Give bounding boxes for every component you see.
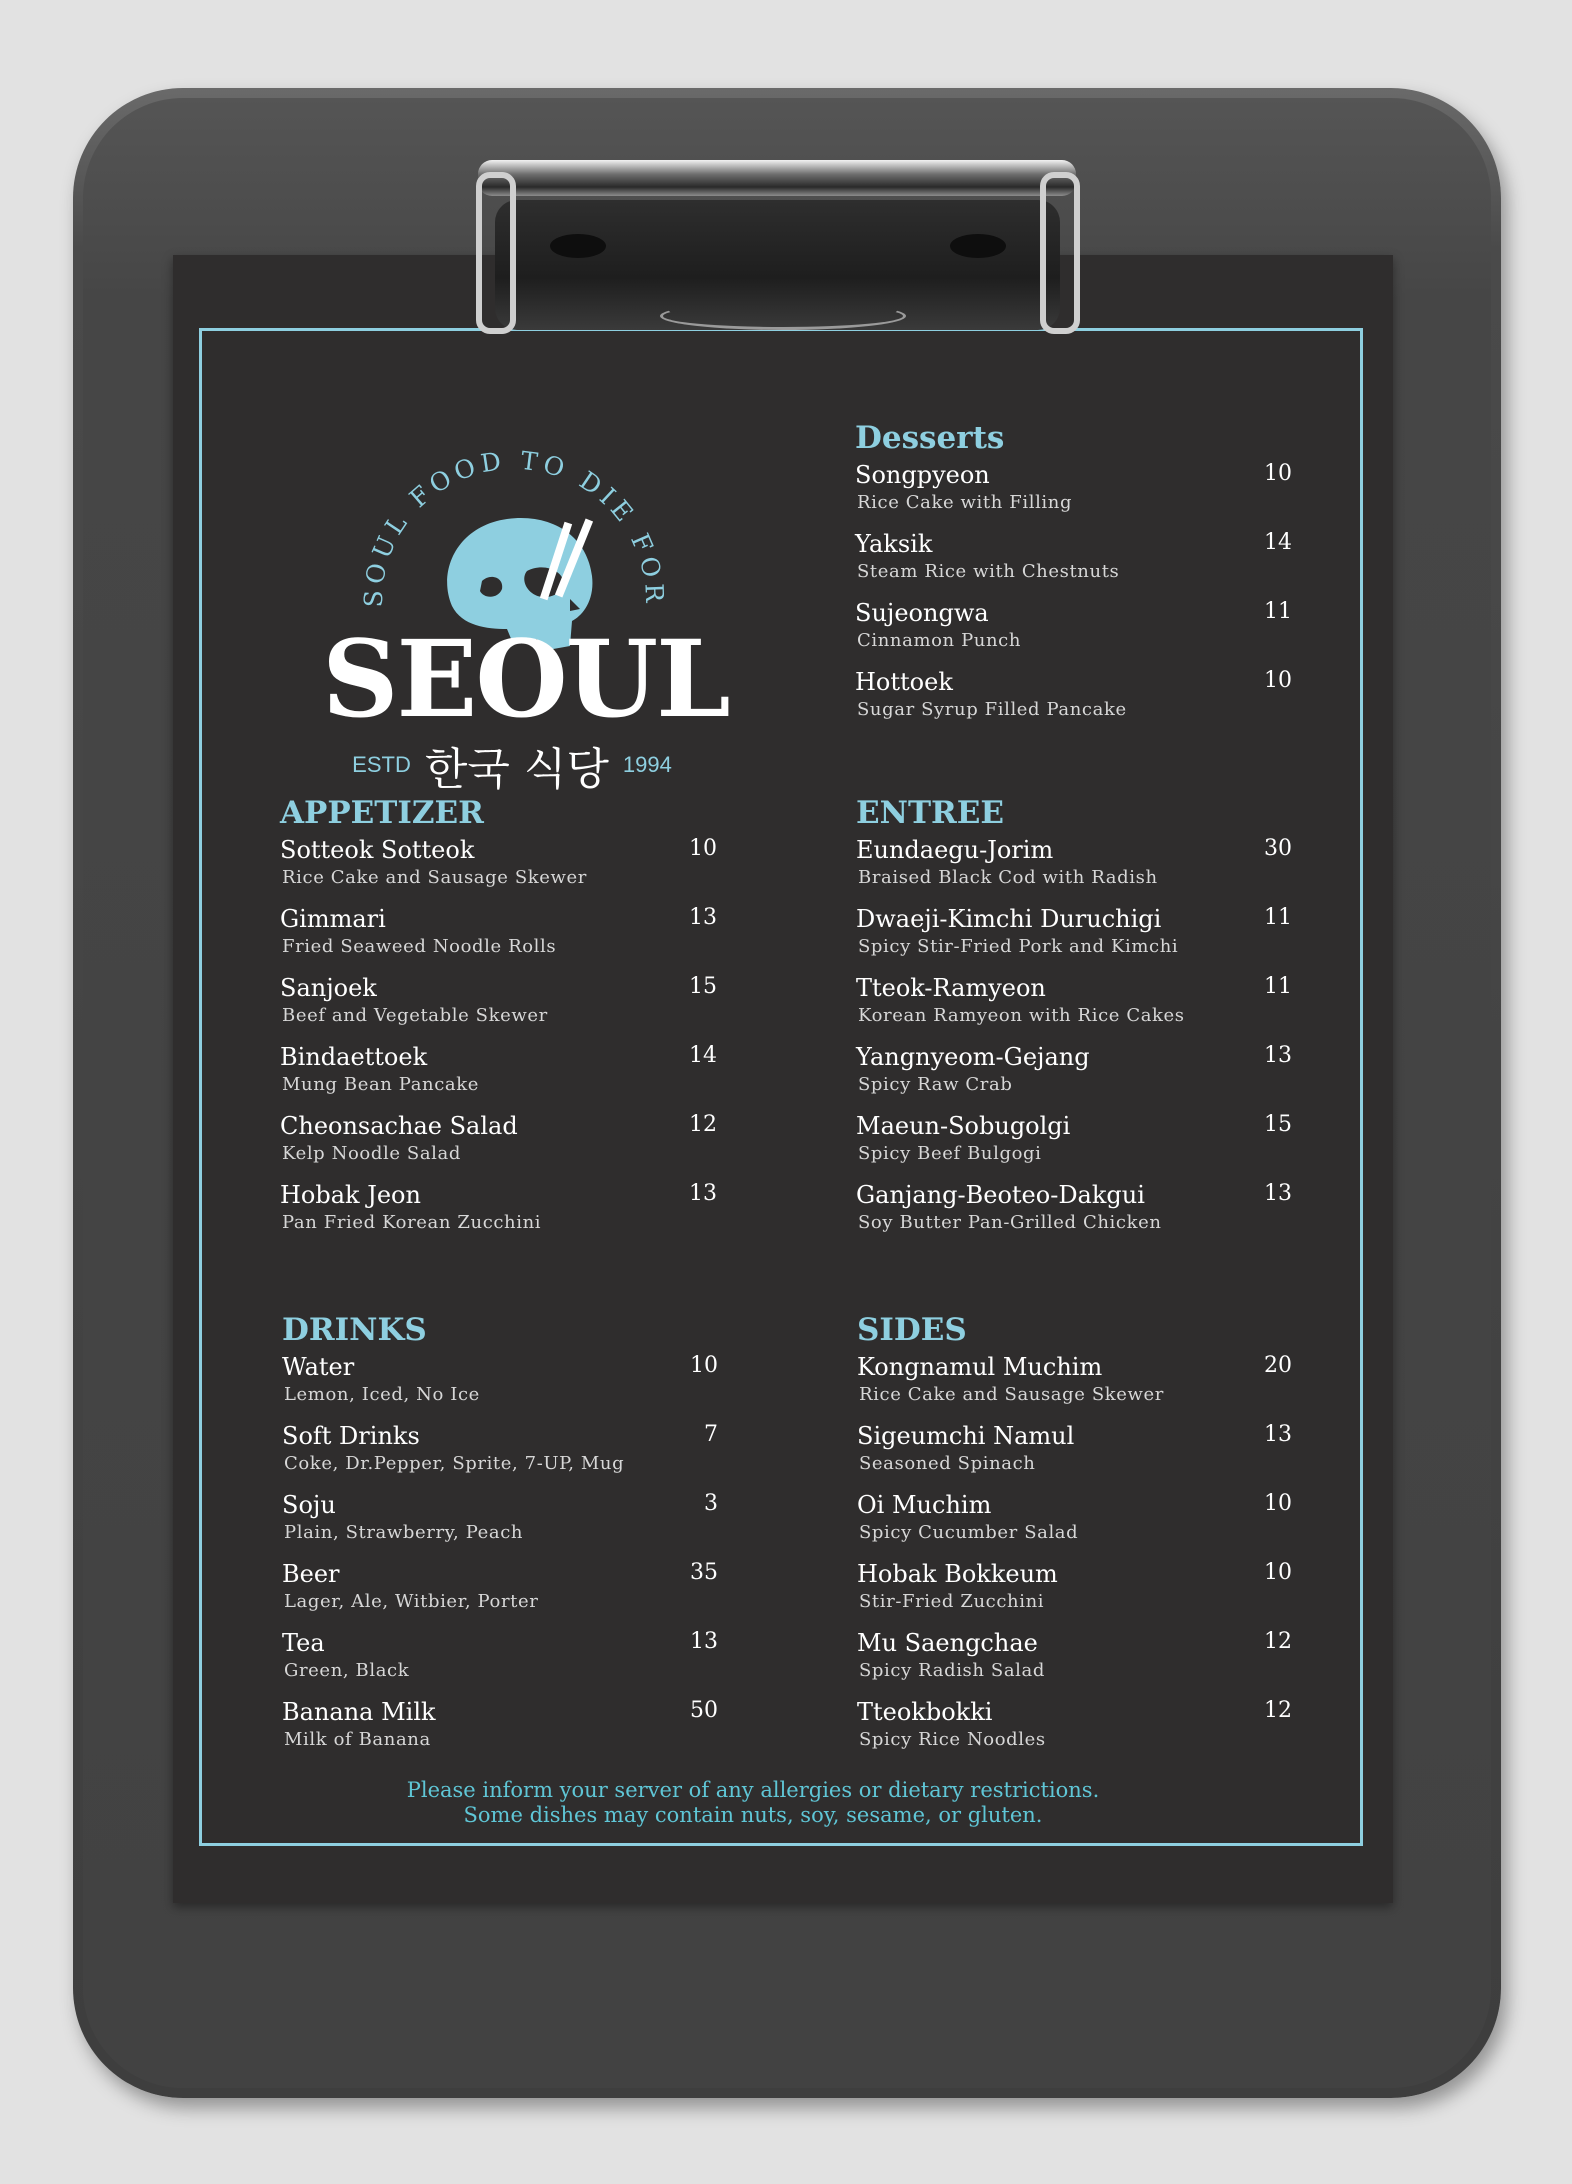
menu-item [282,1422,718,1491]
menu-item-description: Cinnamon Punch [857,630,1022,652]
menu-item-price: 12 [1264,1629,1292,1655]
logo-wordmark: SEOUL [322,616,729,741]
allergy-notice-line2: Some dishes may contain nuts, soy, sesame, or gluten. [463,1803,1043,1828]
menu-item-price: 13 [1264,1181,1292,1207]
menu-item-price: 30 [1264,836,1292,862]
menu-item-description: Kelp Noodle Salad [282,1143,461,1165]
menu-item-name: Eundaegu-Jorim [856,836,1054,865]
menu-item-name: Soft Drinks [282,1422,420,1451]
menu-item [857,1629,1292,1698]
menu-item-name: Kongnamul Muchim [857,1353,1103,1382]
menu-item-price: 11 [1264,599,1292,625]
menu-item [855,599,1292,668]
section-appetizer [280,796,717,1250]
menu-item-price: 10 [1264,668,1292,694]
menu-item-description: Fried Seaweed Noodle Rolls [282,936,557,958]
menu-item-description: Spicy Cucumber Salad [859,1522,1079,1544]
menu-item [280,1112,717,1181]
menu-item-description: Pan Fried Korean Zucchini [282,1212,542,1234]
section-drinks [282,1313,718,1767]
menu-item-price: 35 [690,1560,718,1586]
menu-item-name: Sanjoek [280,974,377,1003]
menu-item [856,836,1292,905]
menu-item-name: Tteok-Ramyeon [856,974,1046,1003]
menu-item [282,1629,718,1698]
menu-item [282,1353,718,1422]
clip-wire [476,172,516,334]
menu-item-name: Sigeumchi Namul [857,1422,1075,1451]
menu-item-name: Dwaeji-Kimchi Duruchigi [856,905,1162,934]
menu-item-price: 11 [1264,974,1292,1000]
menu-item-description: Korean Ramyeon with Rice Cakes [858,1005,1185,1027]
menu-item-description: Rice Cake and Sausage Skewer [282,867,587,889]
menu-item-name: Hottoek [855,668,953,697]
section-title: APPETIZER [280,795,484,831]
menu-item-description: Rice Cake with Filling [857,492,1073,514]
menu-item-name: Ganjang-Beoteo-Dakgui [856,1181,1145,1210]
menu-item [857,1353,1292,1422]
menu-item-price: 10 [1264,461,1292,487]
menu-item-price: 13 [1264,1422,1292,1448]
menu-item-price: 14 [1264,530,1292,556]
menu-item-name: Cheonsachae Salad [280,1112,518,1141]
menu-item [280,974,717,1043]
menu-item [282,1698,718,1767]
menu-item [280,836,717,905]
menu-item-name: Tteokbokki [857,1698,993,1727]
clip-rivet [950,234,1006,258]
menu-item [280,905,717,974]
menu-item [282,1491,718,1560]
menu-item-name: Songpyeon [855,461,990,490]
section-title: SIDES [857,1312,967,1348]
menu-item-price: 12 [1264,1698,1292,1724]
menu-item-price: 10 [1264,1491,1292,1517]
menu-item-name: Sotteok Sotteok [280,836,475,865]
menu-item-price: 13 [1264,1043,1292,1069]
menu-item-name: Hobak Jeon [280,1181,421,1210]
menu-item [280,1043,717,1112]
menu-item-description: Mung Bean Pancake [282,1074,479,1096]
menu-item [857,1422,1292,1491]
logo-tagline: SOUL FOOD TO DIE FOR [358,445,670,608]
clip-ring [660,302,906,330]
menu-item [857,1560,1292,1629]
menu-item [855,668,1292,737]
menu-item [856,1181,1292,1250]
menu-item-price: 50 [690,1698,718,1724]
menu-item-description: Seasoned Spinach [859,1453,1036,1475]
menu-item-price: 10 [690,1353,718,1379]
menu-item [857,1698,1292,1767]
menu-item-price: 12 [689,1112,717,1138]
restaurant-logo [322,431,729,795]
logo-hangul: 한국 식당 [424,744,609,795]
menu-item-price: 10 [1264,1560,1292,1586]
menu-item-price: 13 [689,905,717,931]
menu-item-name: Bindaettoek [280,1043,428,1072]
clipboard-clip [470,152,1090,337]
menu-item-description: Spicy Radish Salad [859,1660,1045,1682]
logo-year: 1994 [622,752,672,777]
menu-item-description: Braised Black Cod with Radish [858,867,1158,889]
menu-item-price: 20 [1264,1353,1292,1379]
menu-item-name: Water [282,1353,355,1382]
clip-rivet [550,234,606,258]
menu-item-description: Stir-Fried Zucchini [859,1591,1045,1613]
menu-item-name: Banana Milk [282,1698,436,1727]
menu-list [856,836,1292,1250]
menu-list [282,1353,718,1767]
menu-item-name: Soju [282,1491,336,1520]
menu-item-description: Milk of Banana [284,1729,431,1751]
menu-item-description: Lager, Ale, Witbier, Porter [284,1591,539,1613]
allergy-notice [174,1778,1332,1828]
menu-item [856,1043,1292,1112]
menu-item [282,1560,718,1629]
section-title: DRINKS [282,1312,427,1348]
section-title: ENTREE [856,795,1005,831]
menu-item-description: Rice Cake and Sausage Skewer [859,1384,1164,1406]
menu-item-price: 7 [704,1422,718,1448]
section-entree [856,796,1292,1250]
menu-item-price: 13 [690,1629,718,1655]
menu-item-price: 11 [1264,905,1292,931]
menu-item-price: 15 [1264,1112,1292,1138]
clip-bar [478,160,1076,196]
allergy-notice-line1: Please inform your server of any allergies or dietary restrictions. [406,1778,1100,1802]
menu-item-name: Sujeongwa [855,599,989,628]
menu-item-price: 10 [689,836,717,862]
section-desserts [855,421,1292,737]
section-title: Desserts [855,420,1005,456]
menu-list [280,836,717,1250]
menu-item-description: Spicy Stir-Fried Pork and Kimchi [858,936,1179,958]
menu-border [199,328,1363,1846]
menu-item-name: Yangnyeom-Gejang [856,1043,1090,1072]
section-sides [857,1313,1292,1767]
menu-item-name: Yaksik [855,530,933,559]
menu-item-name: Maeun-Sobugolgi [856,1112,1071,1141]
menu-item [856,1112,1292,1181]
menu-item-description: Beef and Vegetable Skewer [282,1005,548,1027]
logo-estd: ESTD [352,752,411,777]
menu-item-name: Oi Muchim [857,1491,992,1520]
menu-item-description: Spicy Rice Noodles [859,1729,1046,1751]
menu-item-description: Lemon, Iced, No Ice [284,1384,480,1406]
menu-item-name: Hobak Bokkeum [857,1560,1058,1589]
clip-wire [1040,172,1080,334]
menu-item [855,461,1292,530]
menu-sheet [173,255,1393,1903]
menu-item [856,905,1292,974]
menu-item-name: Tea [282,1629,325,1658]
menu-item-description: Soy Butter Pan-Grilled Chicken [858,1212,1162,1234]
logo-established-row [322,733,702,797]
menu-list [857,1353,1292,1767]
menu-item-price: 15 [689,974,717,1000]
menu-item-description: Plain, Strawberry, Peach [284,1522,524,1544]
menu-item [280,1181,717,1250]
menu-item [855,530,1292,599]
menu-item-description: Coke, Dr.Pepper, Sprite, 7-UP, Mug [284,1453,625,1475]
menu-item-description: Green, Black [284,1660,410,1682]
menu-item-description: Sugar Syrup Filled Pancake [857,699,1127,721]
menu-item-description: Spicy Beef Bulgogi [858,1143,1042,1165]
menu-item-name: Gimmari [280,905,386,934]
menu-item-description: Spicy Raw Crab [858,1074,1013,1096]
menu-item [856,974,1292,1043]
menu-item-description: Steam Rice with Chestnuts [857,561,1120,583]
menu-item [857,1491,1292,1560]
menu-item-name: Beer [282,1560,340,1589]
menu-item-price: 14 [689,1043,717,1069]
menu-item-name: Mu Saengchae [857,1629,1038,1658]
menu-item-price: 3 [704,1491,718,1517]
menu-list [855,461,1292,737]
menu-item-price: 13 [689,1181,717,1207]
